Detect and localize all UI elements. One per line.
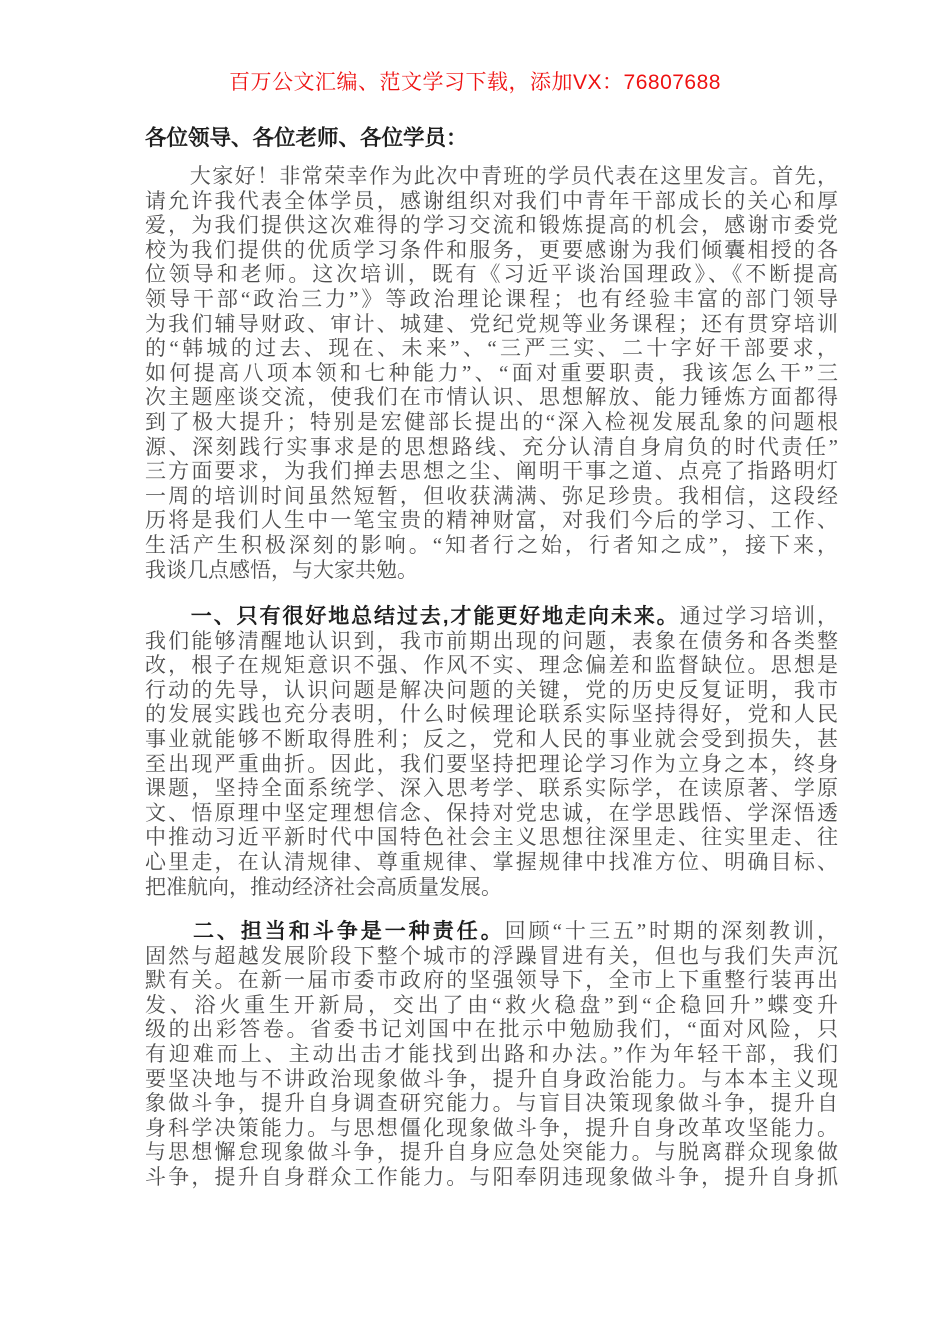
text-line: 生活产生积极深刻的影响。“知者行之始，行者知之成”，接下来， [145,532,838,557]
text-line: 至出现严重曲折。因此，我们要坚持把理论学习作为立身之本，终身 [145,751,838,776]
text-line: 领导干部“政治三力”》等政治理论课程；也有经验丰富的部门领导 [145,286,838,311]
text-line: 改，根子在规矩意识不强、作风不实、理念偏差和监督缺位。思想是 [145,653,838,678]
text-line: 爱，为我们提供这次难得的学习交流和锻炼提高的机会，感谢市委党 [145,213,838,238]
text-line: 象做斗争，提升自身调查研究能力。与盲目决策现象做斗争，提升自 [145,1091,838,1116]
text-line: 的发展实践也充分表明，什么时候理论联系实际坚持得好，党和人民 [145,702,838,727]
text-line: 一周的培训时间虽然短暂，但收获满满、弥足珍贵。我相信，这段经 [145,483,838,508]
promo-banner: 百万公文汇编、范文学习下载，添加VX：76807688 [229,71,721,94]
text-line: 如何提高八项本领和七种能力”、“面对重要职责，我该怎么干”三 [145,360,838,385]
text-line: 默有关。在新一届市委市政府的坚强领导下，全市上下重整行装再出 [145,968,838,993]
text-line: 固然与超越发展阶段下整个城市的浮躁冒进有关，但也与我们失声沉 [145,943,838,968]
text-line: 的“韩城的过去、现在、未来”、“三严三实、二十字好干部要求， [145,336,838,361]
text-line: 三方面要求，为我们掸去思想之尘、阐明干事之道、点亮了指路明灯 [145,459,838,484]
text-line: 大家好！非常荣幸作为此次中青班的学员代表在这里发言。首先， [145,164,838,188]
text-line: 发、浴火重生开新局，交出了由“救火稳盘”到“企稳回升”蝶变升 [145,992,838,1017]
text-line: 到了极大提升；特别是宏健部长提出的“深入检视发展乱象的问题根 [145,409,838,434]
text-line: 源、深刻践行实事求是的思想路线、充分认清自身肩负的时代责任” [145,434,838,459]
text-line: 有迎难而上、主动出击才能找到出路和办法。”作为年轻干部，我们 [145,1041,838,1066]
text-line: 校为我们提供的优质学习条件和服务，更要感谢为我们倾囊相授的各 [145,237,838,262]
section-2-heading: 二、担当和斗争是一种责任。 [145,920,505,943]
opening-paragraph [145,164,838,582]
text-line: 我们能够清醒地认识到，我市前期出现的问题，表象在债务和各类整 [145,628,838,653]
text-line: 要坚决地与不讲政治现象做斗争，提升自身政治能力。与本本主义现 [145,1066,838,1091]
section-1 [145,604,838,899]
text-line: 文、悟原理中坚定理想信念、保持对党忠诚，在学思践悟、学深悟透 [145,800,838,825]
text-line: 我谈几点感悟，与大家共勉。 [145,557,418,582]
text-line: 中推动习近平新时代中国特色社会主义思想往深里走、往实里走、往 [145,825,838,850]
text-line: 次主题座谈交流，使我们在市情认识、思想解放、能力锤炼方面都得 [145,385,838,410]
text-line: 级的出彩答卷。省委书记刘国中在批示中勉励我们，“面对风险，只 [145,1017,838,1042]
section-2 [145,919,838,1190]
text-line: 行动的先导，认识问题是解决问题的关键，党的历史反复证明，我市 [145,677,838,702]
section-2-heading-rest: 回顾“十三五”时期的深刻教训， [504,919,838,943]
text-line: 与思想懈怠现象做斗争，提升自身应急处突能力。与脱离群众现象做 [145,1140,838,1165]
section-1-heading-line [145,604,838,629]
text-line: 斗争，提升自身群众工作能力。与阳奉阴违现象做斗争，提升自身抓 [145,1164,838,1189]
section-1-heading: 一、只有很好地总结过去,才能更好地走向未来。 [145,605,680,628]
text-line: 身科学决策能力。与思想僵化现象做斗争，提升自身改革攻坚能力。 [145,1115,838,1140]
section-2-heading-line [145,919,838,944]
salutation: 各位领导、各位老师、各位学员： [145,126,468,150]
text-line: 请允许我代表全体学员，感谢组织对我们中青年干部成长的关心和厚 [145,188,838,213]
text-line: 课题，坚持全面系统学、深入思考学、联系实际学，在读原著、学原 [145,776,838,801]
text-line: 历将是我们人生中一笔宝贵的精神财富，对我们今后的学习、工作、 [145,508,838,533]
text-line: 把准航向，推动经济社会高质量发展。 [145,874,502,899]
section-1-heading-rest: 通过学习培训， [679,604,838,628]
text-line: 为我们辅导财政、审计、城建、党纪党规等业务课程；还有贯穿培训 [145,311,838,336]
text-line: 心里走，在认清规律、尊重规律、掌握规律中找准方位、明确目标、 [145,849,838,874]
text-line: 事业就能够不断取得胜利；反之，党和人民的事业就会受到损失，甚 [145,726,838,751]
text-line: 位领导和老师。这次培训，既有《习近平谈治国理政》、《不断提高 [145,262,838,287]
